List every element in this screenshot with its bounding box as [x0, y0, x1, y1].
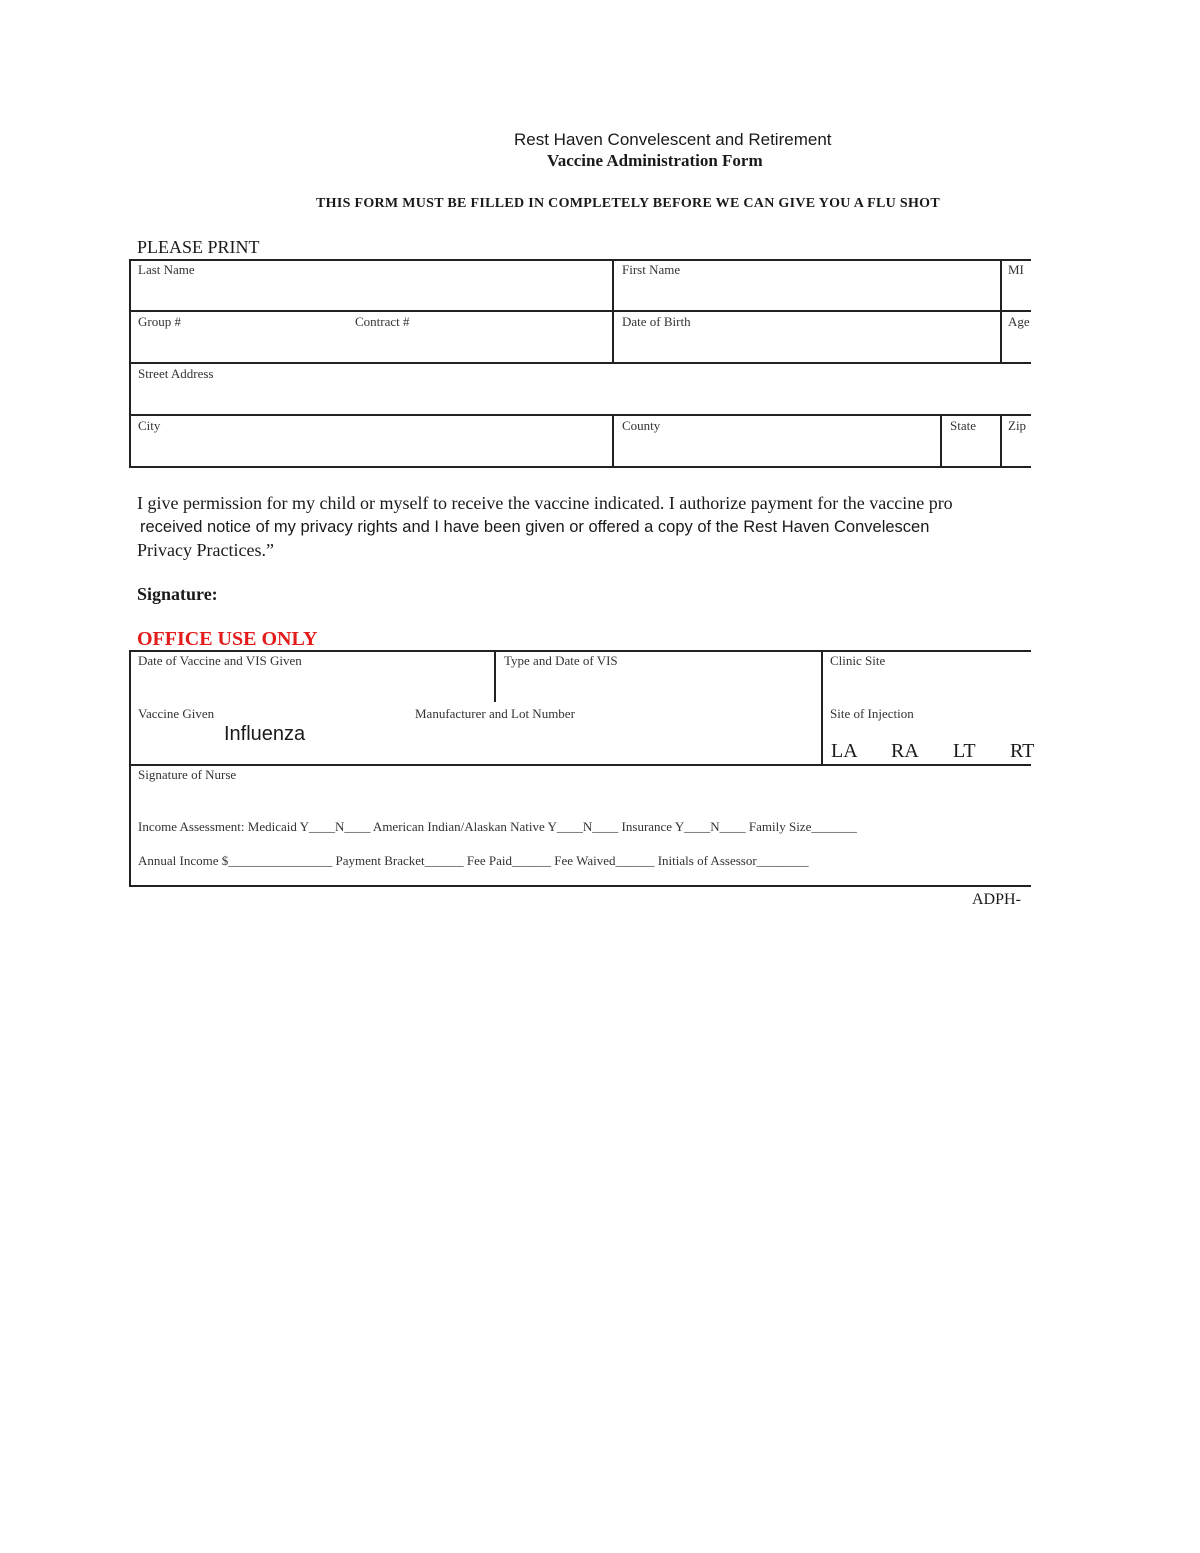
- divider: [940, 414, 942, 467]
- divider: [129, 414, 1031, 416]
- divider: [129, 310, 1031, 312]
- date-vaccine-vis-field[interactable]: Date of Vaccine and VIS Given: [138, 653, 302, 668]
- divider: [612, 259, 614, 363]
- site-of-injection-label: Site of Injection: [830, 706, 914, 721]
- county-field[interactable]: County: [622, 418, 661, 433]
- consent-line-1: I give permission for my child or myself to receive the vaccine indicated. I authorize payment for the vaccine pro: [137, 493, 953, 513]
- zip-field[interactable]: Zip: [1008, 418, 1027, 433]
- annual-income-line[interactable]: Annual Income $________________ Payment Bracket______ Fee Paid______ Fee Waived______ Initials of Assessor________: [138, 853, 809, 868]
- last-name-field[interactable]: Last Name: [138, 262, 195, 277]
- income-assessment-line[interactable]: Income Assessment: Medicaid Y____N____ American Indian/Alaskan Native Y____N____ Insurance Y____N____ Family Size_______: [138, 819, 857, 834]
- type-date-vis-field[interactable]: Type and Date of VIS: [504, 653, 618, 668]
- signature-label[interactable]: Signature:: [137, 584, 218, 604]
- vaccine-given-label: Vaccine Given: [138, 706, 215, 721]
- date-of-birth-field[interactable]: Date of Birth: [622, 314, 691, 329]
- clinic-site-field[interactable]: Clinic Site: [830, 653, 886, 668]
- office-use-heading: OFFICE USE ONLY: [137, 628, 318, 650]
- divider: [129, 650, 1031, 652]
- age-field[interactable]: Age: [1008, 314, 1030, 329]
- contract-number-field[interactable]: Contract #: [355, 314, 410, 329]
- first-name-field[interactable]: First Name: [622, 262, 681, 277]
- divider: [129, 259, 1031, 261]
- consent-line-3: Privacy Practices.”: [137, 540, 274, 560]
- manufacturer-lot-field[interactable]: Manufacturer and Lot Number: [415, 706, 575, 721]
- site-option-ra[interactable]: RA: [891, 740, 919, 762]
- divider: [1000, 259, 1002, 363]
- state-field[interactable]: State: [950, 418, 976, 433]
- divider: [821, 650, 823, 765]
- divider: [129, 259, 131, 467]
- city-field[interactable]: City: [138, 418, 161, 433]
- divider: [129, 650, 131, 886]
- form-title: Vaccine Administration Form: [547, 151, 763, 170]
- vaccine-given-value[interactable]: Influenza: [224, 723, 306, 745]
- divider: [612, 414, 614, 467]
- street-address-field[interactable]: Street Address: [138, 366, 214, 381]
- notice-text: THIS FORM MUST BE FILLED IN COMPLETELY BEFORE WE CAN GIVE YOU A FLU SHOT: [316, 196, 940, 211]
- please-print-label: PLEASE PRINT: [137, 237, 260, 257]
- divider: [129, 885, 1031, 887]
- site-option-rt[interactable]: RT: [1010, 740, 1035, 762]
- divider: [129, 764, 1031, 766]
- group-number-field[interactable]: Group #: [138, 314, 181, 329]
- nurse-signature-field[interactable]: Signature of Nurse: [138, 767, 237, 782]
- org-name: Rest Haven Convelescent and Retirement: [514, 130, 832, 149]
- divider: [129, 466, 1031, 468]
- mi-field[interactable]: MI: [1008, 262, 1024, 277]
- form-code: ADPH-: [972, 891, 1021, 908]
- site-option-la[interactable]: LA: [831, 740, 858, 762]
- divider: [1000, 414, 1002, 467]
- divider: [494, 650, 496, 702]
- site-option-lt[interactable]: LT: [953, 740, 976, 762]
- consent-line-2: received notice of my privacy rights and I have been given or offered a copy of the Rest Haven Convelescen: [140, 518, 930, 536]
- divider: [129, 362, 1031, 364]
